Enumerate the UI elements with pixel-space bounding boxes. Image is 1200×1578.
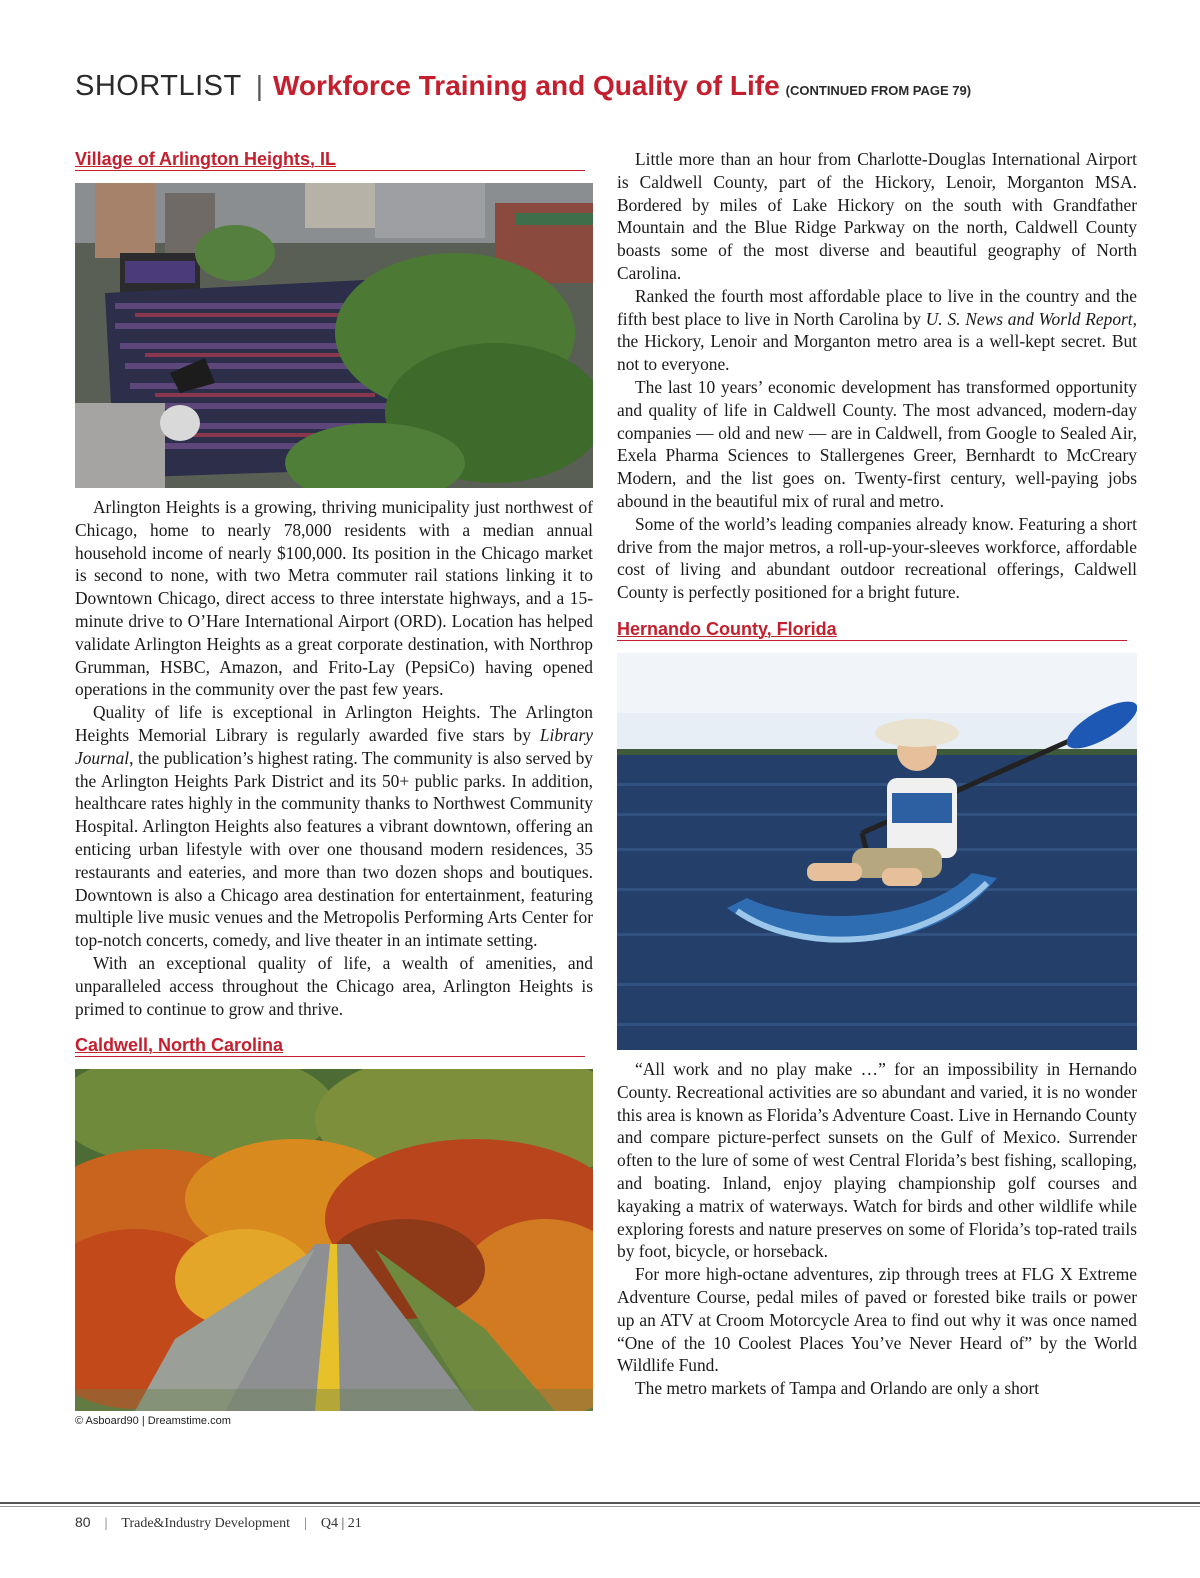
page-header [75,70,1135,110]
caldwell-p2-text-b: the Hickory, Lenoir and Morganton metro area is a well-kept secret. But not to everyone. [617,331,1137,375]
arlington-p2-text-b: , the publication’s highest rating. The community is also served by the Arlington Heights Park District and its 50+ public parks. In addition, healthcare rates highly in the community thanks to Northwest Community Hospital. Arlington Heights also features a vibrant downtown, offering an enticing urban lifestyle with over one thousand modern residences, 35 restaurants and eateries, and more than two dozen shops and boutiques. Downtown is also a Chicago area destination for entertainment, featuring multiple live music venues and the Metropolis Performing Arts Center for top-notch concerts, comedy, and live theater in an intimate setting. [75,747,593,951]
footer-rule [0,1502,1200,1504]
arlington-p2-text-a: Quality of life is exceptional in Arlington Heights. The Arlington Heights Memorial Library is regularly awarded five stars by [75,702,593,745]
library-journal-italic: Library Journal [75,724,593,768]
arlington-heading: Village of Arlington Heights, IL [75,148,585,171]
left-column [75,148,593,1427]
caldwell-photo [75,1069,593,1411]
hernando-heading: Hernando County, Florida [617,618,1127,641]
hernando-paragraph-1: “All work and no play make …” for an impossibility in Hernando County. Recreational activities are so abundant and varied, it is no wonder this area is known as Florida’s Adventure Coast. Live in Hernando County and compare picture-perfect sunsets on the Gulf of Mexico. Surrender often to the lure of some of west Central Florida’s best fishing, scalloping, and boating. Inland, enjoy playing championship golf courses and kayaking a matrix of waterways. Watch for birds and other wildlife while exploring forests and nature preserves on some of Florida’s top-rated trails by foot, bicycle, or horseback. [617,1058,1137,1262]
page-title: Workforce Training and Quality of Life [273,70,780,101]
arlington-photo [75,183,593,488]
footer-separator-2: | [304,1516,307,1531]
section-label: SHORTLIST [75,70,242,102]
caldwell-paragraph-3: The last 10 years’ economic development has transformed opportunity and quality of life in Caldwell County. The most advanced, modern-day companies — old and new — are in Caldwell, from Google to Sealed Air, Exela Pharma Sciences to Stallergenes Greer, Bernhardt to McCreary Modern, and the list goes on. Twenty-first century, well-paying jobs abound in the beautiful mix of rural and metro. [617,376,1137,511]
arlington-paragraph-2 [75,701,593,952]
usnews-italic: U. S. News and World Report, [925,308,1137,329]
hernando-photo [617,653,1137,1050]
caldwell-paragraph-1: Little more than an hour from Charlotte-Douglas International Airport is Caldwell County, part of the Hickory, Lenoir, Morganton MSA. Bordered by miles of Lake Hickory on the south with Grandfather Mountain and the Blue Ridge Parkway on the north, Caldwell County boasts some of the most diverse and beautiful geography of North Carolina. [617,149,1137,283]
right-column [617,148,1137,1400]
autumn-road-image [75,1069,593,1411]
kayak-image [617,653,1137,1050]
arlington-paragraph-1: Arlington Heights is a growing, thriving municipality just northwest of Chicago, home to nearly 78,000 residents with a median annual household income of nearly $100,000. Its position in the Chicago market is second to none, with two Metra commuter rail stations linking it to Downtown Chicago, direct access to three interstate highways, and a 15-minute drive to O’Hare International Airport (ORD). Location has helped validate Arlington Heights as a great corporate destination, with Northrop Grumman, HSBC, Amazon, and Frito-Lay (PepsiCo) having opened operations in the community over the past few years. [75,497,593,700]
page-number: 80 [75,1514,91,1530]
caldwell-paragraph-2 [617,285,1137,376]
hernando-paragraph-2: For more high-octane adventures, zip through trees at FLG X Extreme Adventure Course, pedal miles of paved or forested bike trails or power up an ATV at Croom Motorcycle Area to find out why it was once named “One of the 10 Coolest Places You’ve Never Heard of” by the World Wildlife Fund. [617,1264,1137,1376]
caldwell-paragraph-4: Some of the world’s leading companies already know. Featuring a short drive from the major metros, a roll-up-your-sleeves workforce, affordable cost of living and abundant outdoor recreational offerings, Caldwell County is perfectly positioned for a bright future. [617,513,1137,603]
footer-rule-thin [0,1506,1200,1507]
header-separator: | [255,70,263,101]
concert-crowd-image [75,183,593,488]
continued-note: (CONTINUED FROM PAGE 79) [785,83,972,98]
page-footer [75,1514,362,1532]
arlington-paragraph-3: With an exceptional quality of life, a wealth of amenities, and unparalleled access throughout the Chicago area, Arlington Heights is primed to continue to grow and thrive. [75,952,593,1019]
hernando-paragraph-3: The metro markets of Tampa and Orlando are only a short [635,1378,1040,1399]
caldwell-heading: Caldwell, North Carolina [75,1034,585,1057]
photo-credit: © Asboard90 | Dreamstime.com [75,1415,231,1428]
issue-label: Q4 | 21 [320,1516,362,1531]
magazine-name: Trade&Industry Development [121,1516,291,1531]
caldwell-p2-text-a: Ranked the fourth most affordable place to live in the country and the fifth best place to live in North Carolina by [617,285,1137,329]
footer-separator: | [104,1516,108,1531]
